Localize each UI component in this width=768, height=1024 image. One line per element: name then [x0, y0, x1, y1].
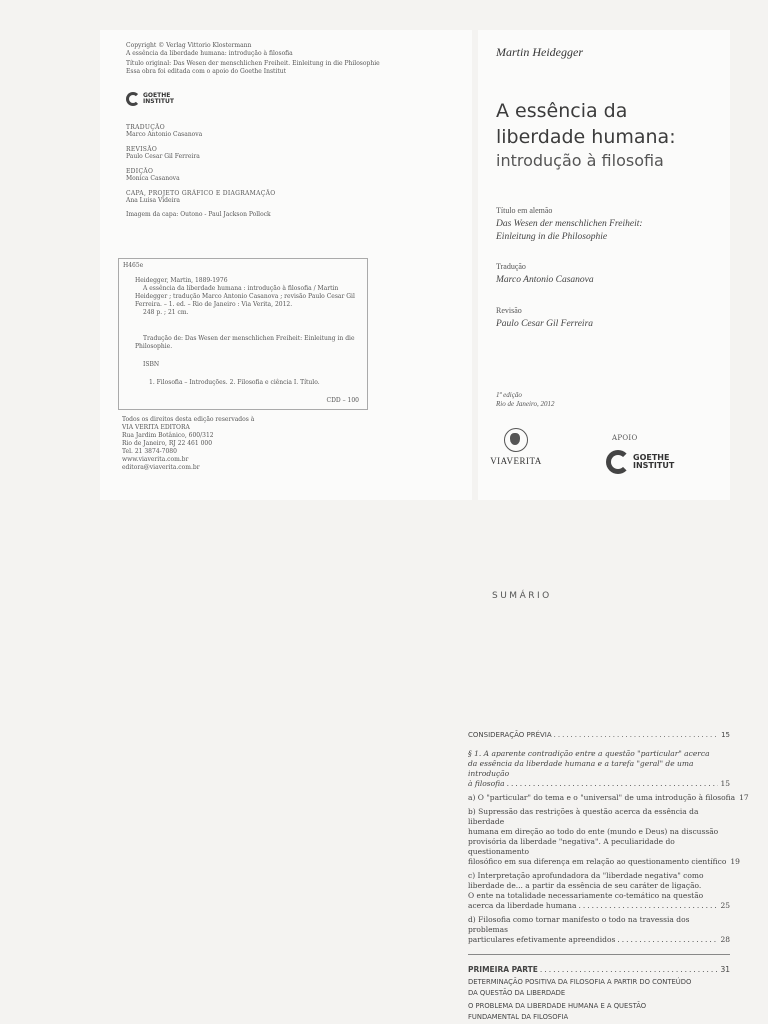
credit-label: TRADUÇÃO [126, 124, 165, 131]
edition: 1ª edição [496, 391, 522, 399]
toc-part-entry [468, 965, 730, 974]
credit-value: Marco Antonio Casanova [126, 131, 203, 138]
title-line: A essência da [496, 100, 628, 122]
copyright-line: Essa obra foi editada com o apoio do Goethe Institut [126, 68, 287, 75]
credit-label: CAPA, PROJETO GRÁFICO E DIAGRAMAÇÃO [126, 190, 276, 197]
goethe-logo-text: GOETHE INSTITUT [143, 92, 174, 105]
cip-line: Heidegger, Martin, 1889-1976 [135, 277, 228, 284]
toc-part-page: 31 [720, 965, 730, 974]
toc-part-sub: O PROBLEMA DA LIBERDADE HUMANA E A QUESTÃO [468, 1002, 647, 1010]
cip-isbn: ISBN [143, 361, 160, 368]
original-title-line: Das Wesen der menschlichen Freiheit: [496, 219, 643, 229]
table-of-contents [468, 731, 749, 1023]
toc-entry [468, 915, 730, 945]
toc-leader [540, 965, 719, 974]
book-title [496, 98, 676, 170]
cip-line: 248 p. ; 21 cm. [143, 309, 189, 316]
viaverita-face-icon [504, 428, 528, 452]
viaverita-logo [488, 428, 544, 466]
credit-label: EDIÇÃO [126, 168, 154, 175]
toc-entry-page: 15 [720, 779, 730, 788]
support-label: APOIO [612, 434, 638, 442]
toc-entry [468, 871, 730, 911]
publisher-info [122, 416, 254, 472]
toc-entry-line: humana em direção ao todo do ente (mundo e Deus) na discussão [468, 827, 719, 836]
toc-entry-page: 28 [720, 935, 730, 944]
edition-block [496, 391, 554, 409]
credit-value: Monica Casanova [126, 175, 180, 182]
toc-leader [507, 779, 719, 789]
toc-entry-line: liberdade de... a partir da essência de seu caráter de ligação. [468, 881, 702, 890]
cip-translation-note [135, 335, 355, 351]
publisher-line: www.viaverita.com.br [122, 456, 189, 463]
toc-entry [468, 731, 730, 739]
cip-line: A essência da liberdade humana : introdução à filosofia / Martin [143, 285, 339, 292]
toc-part-sub: DA QUESTÃO DA LIBERDADE [468, 989, 566, 997]
summary-heading: SUMÁRIO [492, 591, 552, 601]
toc-part-sub: FUNDAMENTAL DA FILOSOFIA [468, 1013, 569, 1021]
subtitle: introdução à filosofia [496, 151, 664, 170]
credit-value: Ana Luisa Videira [126, 197, 180, 204]
toc-entry-line: da essência da liberdade humana e a tarefa "geral" de uma introdução [468, 759, 694, 778]
original-title-line: Einleitung in die Philosophie [496, 232, 608, 242]
revision-label: Revisão [496, 306, 522, 315]
toc-entry-line: § 1. A aparente contradição entre a questão "particular" acerca [468, 749, 710, 758]
toc-entry-last-line: à filosofia [468, 779, 505, 788]
translation-label: Tradução [496, 262, 526, 271]
cip-code: H465e [123, 262, 144, 269]
cip-subjects: 1. Filosofia – Introduções. 2. Filosofia e ciência I. Título. [149, 379, 320, 386]
goethe-logo [126, 92, 174, 106]
cip-line: Tradução de: Das Wesen der menschlichen Freiheit: Einleitung in die [143, 335, 355, 342]
toc-entry-line: c) Interpretação aprofundadora da "liberdade negativa" como [468, 871, 704, 880]
copyright-line: A essência da liberdade humana: introdução à filosofia [126, 50, 293, 57]
toc-entry-last-line: filosófico em sua diferença em relação ao questionamento científico [468, 857, 727, 866]
publisher-line: VIA VERITA EDITORA [122, 424, 190, 431]
viaverita-logo-text: VIAVERITA [490, 456, 542, 466]
place-year: Rio de Janeiro, 2012 [496, 400, 555, 408]
toc-entry-line: O ente na totalidade necessariamente co-temático na questão [468, 891, 704, 900]
toc-entry-line: provisória da liberdade "negativa". A peculiaridade do questionamento [468, 837, 675, 856]
revision-block [496, 306, 593, 331]
toc-entry-last-line: acerca da liberdade humana [468, 901, 577, 910]
cip-line: Heidegger ; tradução Marco Antonio Casanova ; revisão Paulo Cesar Gil [135, 293, 355, 300]
toc-entry-page: 17 [739, 793, 749, 802]
goethe-logo-support [606, 450, 675, 474]
toc-leader [617, 935, 718, 945]
toc-entry-line: b) Supressão das restrições à questão acerca da essência da liberdade [468, 807, 699, 826]
publisher-line: Tel. 21 3874-7080 [122, 448, 177, 455]
publisher-line: Rua Jardim Botânico, 600/312 [122, 432, 214, 439]
original-title-block [496, 206, 643, 244]
toc-leader [578, 901, 718, 911]
toc-entry-page: 25 [720, 901, 730, 910]
section-divider [468, 954, 730, 955]
credit-value: Paulo Cesar Gil Ferreira [126, 153, 200, 160]
translator-name: Marco Antonio Casanova [496, 275, 594, 285]
credit-label: REVISÃO [126, 146, 158, 153]
publisher-line: editora@viaverita.com.br [122, 464, 200, 471]
cip-line: Ferreira. – 1. ed. – Rio de Janeiro : Via Verita, 2012. [135, 301, 293, 308]
cip-main-entry [135, 277, 355, 317]
toc-entry-last-line: particulares efetivamente apreendidos [468, 935, 616, 944]
copyright-block [126, 42, 380, 76]
cip-line: Philosophie. [135, 343, 173, 350]
toc-entry [468, 793, 749, 803]
author-name: Martin Heidegger [496, 45, 583, 59]
toc-entry [468, 749, 730, 789]
cip-catalog-card [118, 258, 368, 410]
toc-leader [554, 731, 719, 739]
toc-entry-page: 15 [721, 731, 730, 739]
toc-part-sub: DETERMINAÇÃO POSITIVA DA FILOSOFIA A PARTIR DO CONTEÚDO [468, 978, 692, 986]
toc-entry-title: a) O "particular" do tema e o "universal" de uma introdução à filosofia [468, 793, 736, 802]
toc-part-title: PRIMEIRA PARTE [468, 965, 538, 974]
cover-image-credit: Imagem da capa: Outono - Paul Jackson Pollock [126, 211, 271, 218]
title-line: liberdade humana: [496, 126, 676, 148]
copyright-line: Copyright © Verlag Vittorio Klostermann [126, 42, 252, 49]
toc-entry-title: CONSIDERAÇÃO PRÉVIA [468, 731, 552, 739]
goethe-logo-icon [606, 450, 630, 474]
credits-block [126, 124, 326, 219]
goethe-logo-icon [126, 92, 140, 106]
toc-entry-page: 19 [730, 857, 740, 866]
publisher-line: Todos os direitos desta edição reservados à [122, 416, 255, 423]
translation-block [496, 262, 594, 287]
publisher-line: Rio de Janeiro, RJ 22 461 000 [122, 440, 213, 447]
toc-entry-line: d) Filosofia como tornar manifesto o todo na travessia dos problemas [468, 915, 690, 934]
toc-entry [468, 807, 740, 867]
reviser-name: Paulo Cesar Gil Ferreira [496, 319, 594, 329]
original-title-label: Título em alemão [496, 206, 553, 215]
copyright-line: Título original: Das Wesen der menschlichen Freiheit. Einleitung in die Philosophie [126, 60, 380, 67]
cip-cdd: CDD – 100 [326, 397, 359, 404]
goethe-logo-text: GOETHE INSTITUT [633, 453, 675, 470]
